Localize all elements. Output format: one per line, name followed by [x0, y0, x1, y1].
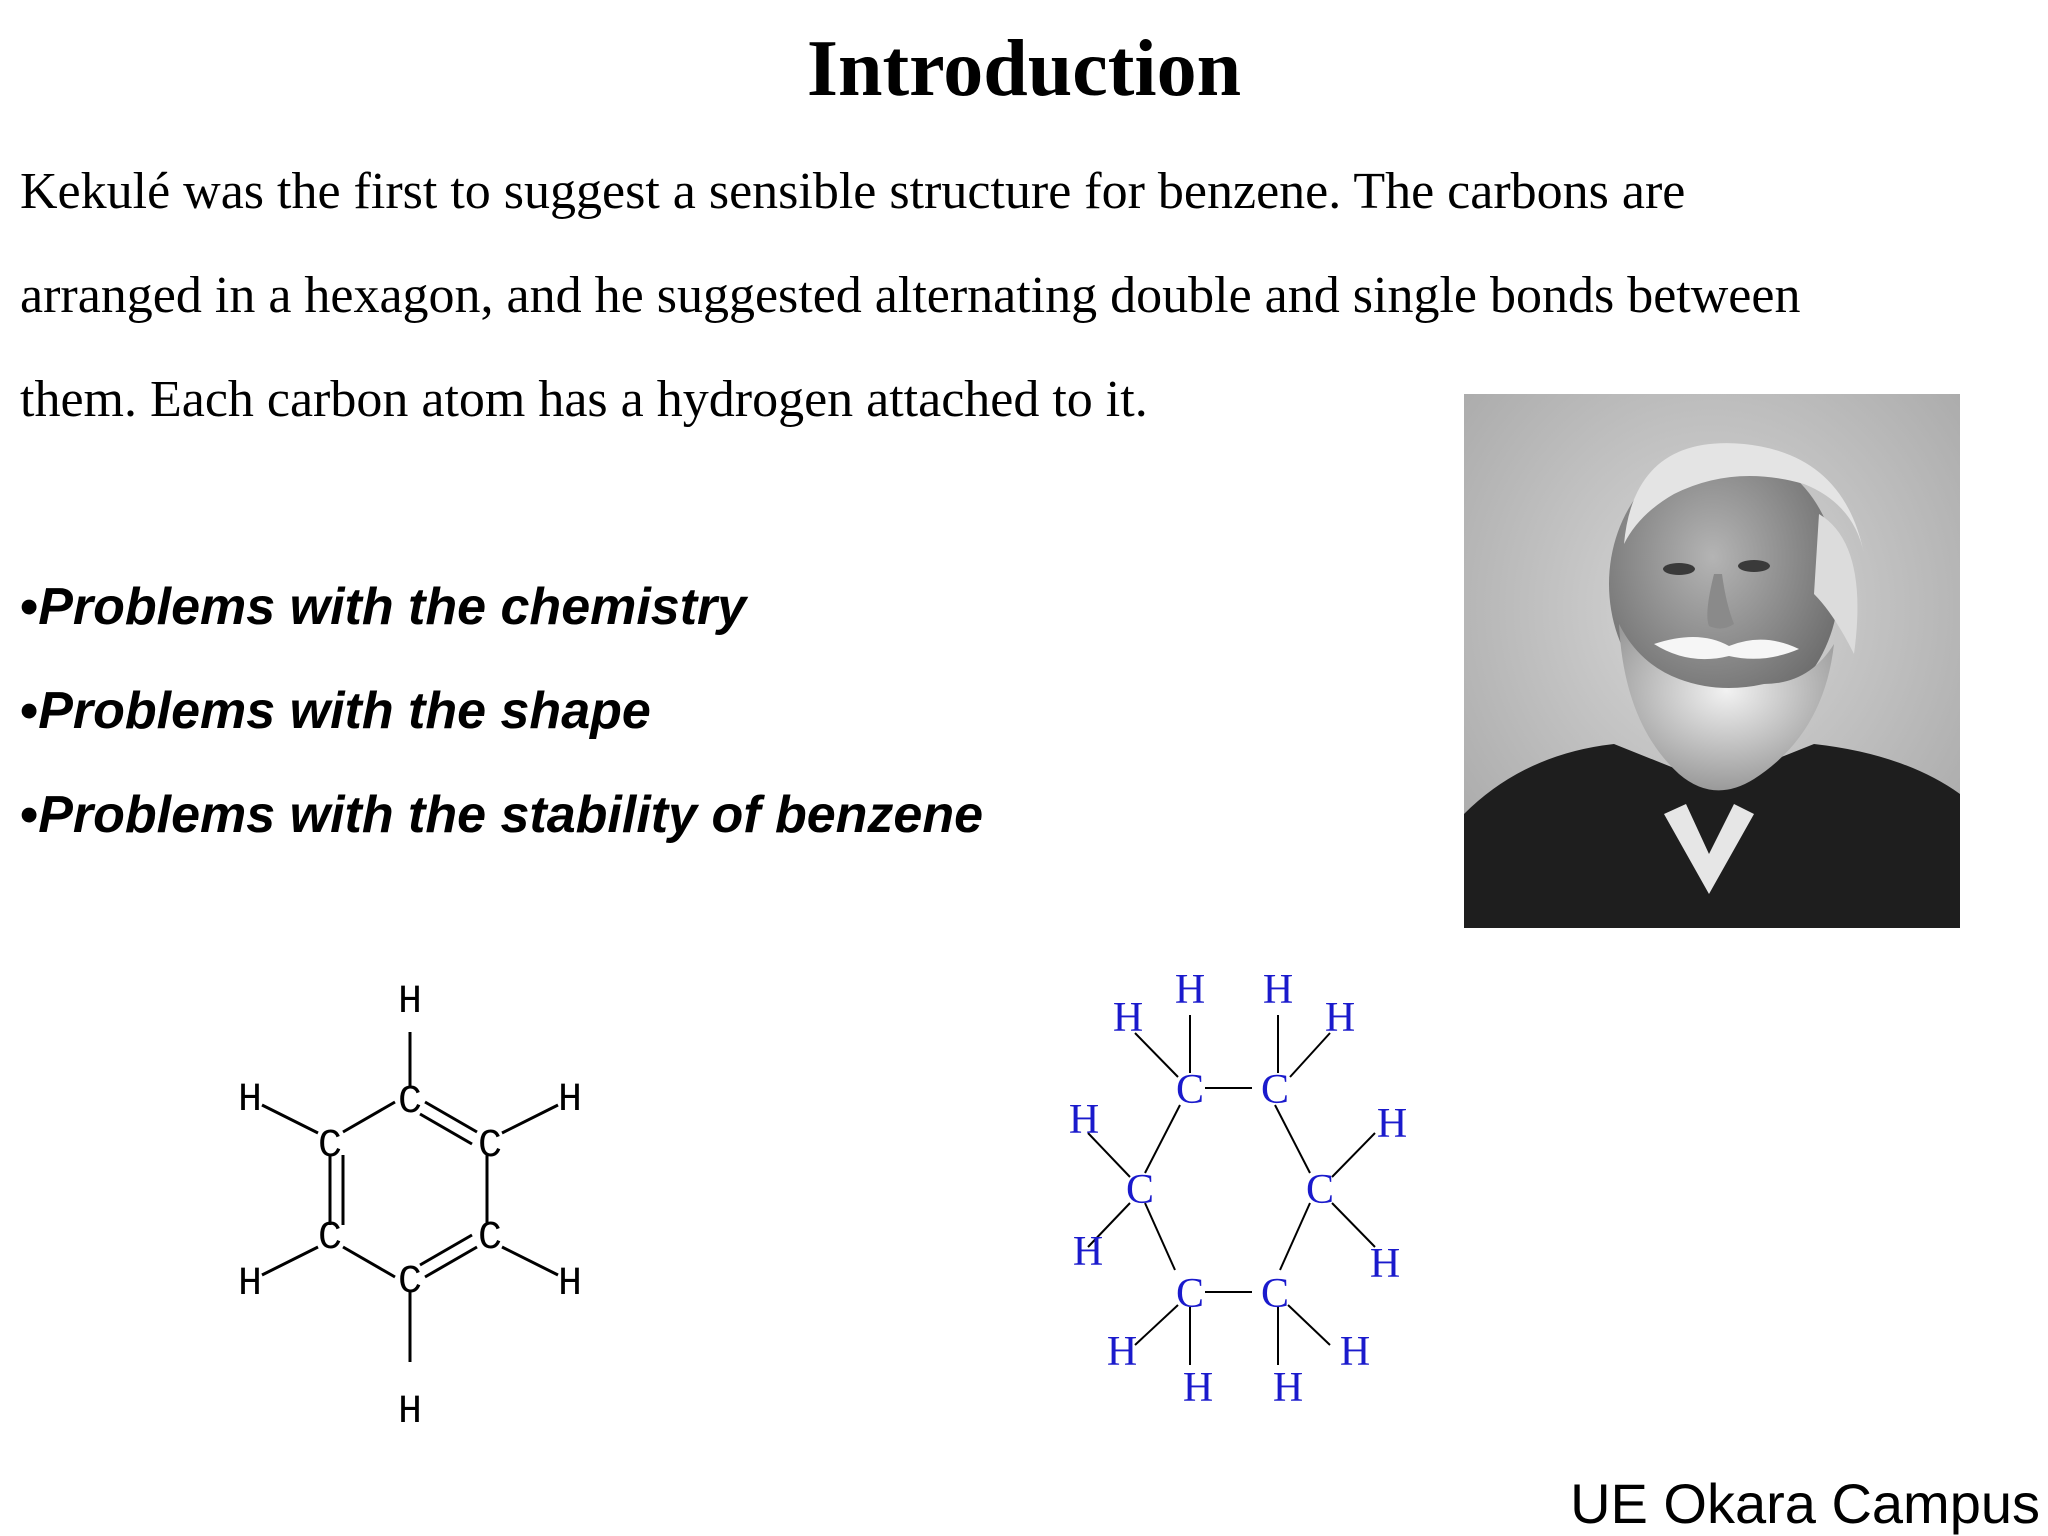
bond-line: [1275, 1105, 1310, 1173]
bullet-item: [20, 763, 983, 867]
hydrogen-atom: H: [1376, 1101, 1408, 1147]
hydrogen-atom: H: [1068, 1097, 1100, 1143]
bullet-marker: •: [20, 682, 39, 740]
hydrogen-atom: H: [557, 1078, 583, 1123]
carbon-atom: C: [317, 1216, 343, 1261]
bond-line: [1332, 1133, 1375, 1177]
carbon-atom: C: [1175, 1271, 1205, 1317]
intro-line: Kekulé was the first to suggest a sensible structure for benzene. The carbons are: [20, 163, 1686, 220]
bond-line: [1145, 1203, 1175, 1270]
bullet-marker: •: [20, 578, 39, 636]
bond-line: [343, 1102, 395, 1132]
bond-line: [343, 1247, 395, 1277]
carbon-atom: C: [317, 1124, 343, 1169]
bond-line: [1332, 1203, 1375, 1247]
hydrogen-atom: H: [1324, 995, 1356, 1041]
hydrogen-atom: H: [1112, 995, 1144, 1041]
hydrogen-atom: H: [557, 1262, 583, 1307]
hydrogen-atom: H: [237, 1262, 263, 1307]
bond-line: [425, 1102, 477, 1132]
bullet-text: Problems with the shape: [38, 682, 651, 740]
carbon-atom: C: [1305, 1167, 1335, 1213]
bond-line: [420, 1235, 472, 1265]
bond-line: [1288, 1305, 1330, 1345]
hydrogen-atom: H: [1272, 1365, 1304, 1411]
carbon-atom: C: [1175, 1067, 1205, 1113]
hydrogen-atom: H: [1174, 967, 1206, 1013]
hydrogen-atom: H: [1182, 1365, 1214, 1411]
hydrogen-atom: H: [1262, 967, 1294, 1013]
bond-line: [502, 1105, 558, 1133]
carbon-atom: C: [1260, 1067, 1290, 1113]
hydrogen-atom: H: [237, 1078, 263, 1123]
hydrogen-atom: H: [397, 1390, 423, 1435]
bullet-item: [20, 555, 983, 659]
intro-line: arranged in a hexagon, and he suggested alternating double and single bonds between: [20, 267, 1801, 324]
bond-line: [502, 1247, 558, 1275]
carbon-atom: C: [1260, 1271, 1290, 1317]
bond-line: [425, 1247, 477, 1277]
bond-line: [1135, 1305, 1178, 1345]
hydrogen-atom: H: [1072, 1229, 1104, 1275]
intro-line: them. Each carbon atom has a hydrogen attached to it.: [20, 371, 1148, 428]
campus-label: UE Okara Campus: [1570, 1472, 2040, 1535]
bullet-text: Problems with the stability of benzene: [38, 786, 984, 844]
bond-line: [262, 1247, 318, 1275]
carbon-atom: C: [1125, 1167, 1155, 1213]
bond-line: [262, 1105, 318, 1133]
carbon-atom: C: [397, 1260, 423, 1305]
portrait-right-eye: [1738, 560, 1770, 572]
hydrogen-atom: H: [1106, 1329, 1138, 1375]
bond-line: [1280, 1203, 1310, 1270]
bullet-text: Problems with the chemistry: [38, 578, 747, 636]
carbon-atom: C: [477, 1216, 503, 1261]
portrait-left-eye: [1663, 563, 1695, 575]
benzene-structure: [190, 970, 630, 1450]
bond-line: [1145, 1105, 1180, 1173]
carbon-atom: C: [397, 1080, 423, 1125]
bullet-marker: •: [20, 786, 39, 844]
slide-title: Introduction: [806, 25, 1242, 113]
bullet-item: [20, 659, 983, 763]
carbon-atom: C: [477, 1124, 503, 1169]
problems-list: [20, 555, 983, 867]
kekule-portrait: [1464, 394, 1960, 928]
hydrogen-atom: H: [1339, 1329, 1371, 1375]
hydrogen-atom: H: [1369, 1241, 1401, 1287]
cyclohexane-structure: [990, 955, 1490, 1435]
bond-line: [420, 1114, 472, 1144]
hydrogen-atom: H: [397, 980, 423, 1025]
